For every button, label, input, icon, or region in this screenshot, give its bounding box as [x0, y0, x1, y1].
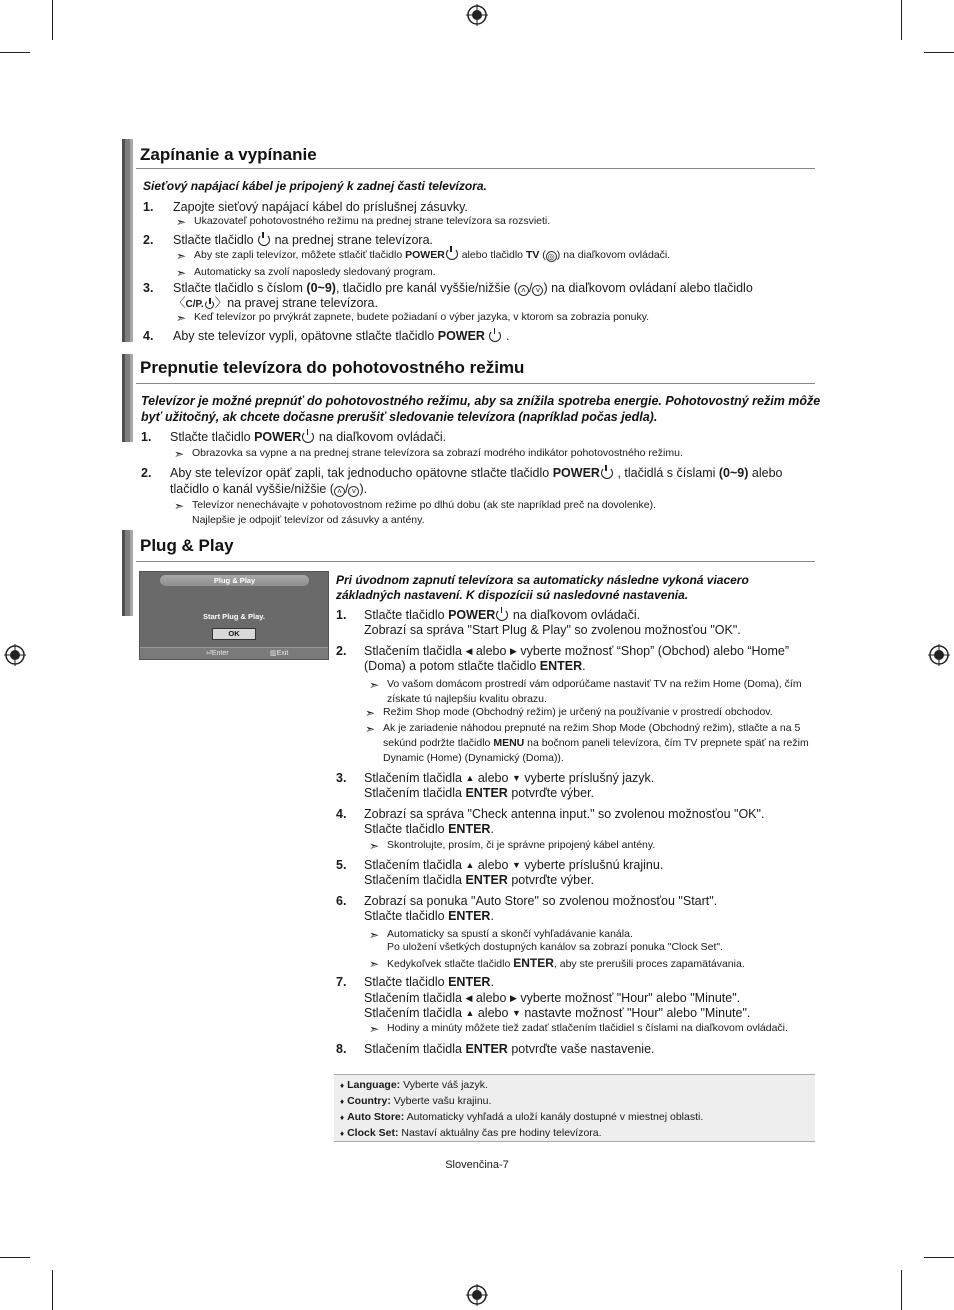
summary-text: Nastaví aktuálny čas pre hodiny televízora. — [401, 1127, 602, 1139]
crop-mark — [0, 52, 30, 53]
text: ENTER — [448, 909, 491, 923]
section-intro: byť užitočný, ak chcete dočasne prerušiť sledovanie televízora (napríklad počas jedla). — [141, 410, 658, 424]
crop-mark — [901, 1270, 902, 1310]
text: . — [505, 329, 510, 343]
text: na diaľkovom ovládači. — [318, 430, 447, 444]
note-text: Skontrolujte, prosím, či je správne pripojený kábel antény. — [387, 839, 656, 851]
text: C/P. — [185, 299, 204, 310]
text: Stlačením tlačidla — [364, 858, 462, 872]
step-number: 1. — [141, 430, 152, 444]
text: Stlačte tlačidlo — [170, 430, 251, 444]
step-number: 2. — [143, 233, 154, 247]
step-text: Zobrazí sa ponuka "Auto Store" so zvolenou možnosťou "Start". — [364, 894, 718, 908]
power-icon — [489, 330, 501, 342]
step-text — [364, 1006, 750, 1021]
arrow-down-icon: ▼ — [511, 773, 521, 783]
note-text: Obrazovka sa vypne a na prednej strane televízora sa zobrazí modrého indikátor pohotovostného režimu. — [192, 447, 683, 459]
note-text: Aby ste zapli televízor, môžete stlačiť tlačidlo POWER alebo tlačidlo TV ( ◎ ) na diaľkovom ovládači. — [194, 249, 671, 261]
step-number: 1. — [336, 608, 347, 622]
text: vyberte príslušný jazyk. — [524, 771, 655, 785]
step-text: Zapojte sieťový napájací kábel do príslušnej zásuvky. — [173, 200, 468, 214]
text: na diaľkovom ovládači. — [512, 608, 641, 622]
text: alebo tlačidlo — [461, 249, 524, 261]
text: ENTER — [513, 956, 554, 970]
note-arrow-icon: ➣ — [369, 839, 380, 853]
arrow-down-icon: ▼ — [511, 1008, 521, 1018]
text: vyberte príslušnú krajinu. — [524, 858, 664, 872]
text: Stlačením tlačidla — [364, 1042, 462, 1056]
text: (0~9) — [306, 281, 336, 295]
osd-enter-hint — [206, 649, 229, 659]
note-text: Vo vašom domácom prostredí vám odporúčame nastaviť TV na režim Home (Doma), čím — [387, 678, 802, 690]
note-arrow-icon: ➣ — [176, 266, 187, 280]
power-icon — [205, 300, 214, 309]
text: na diaľkovom ovládači. — [563, 249, 671, 261]
channel-up-icon: ˄ — [334, 486, 345, 497]
note-arrow-icon: ➣ — [365, 722, 376, 736]
summary-item — [340, 1094, 491, 1109]
step-text: Stlačte tlačidlo ENTER. — [364, 822, 494, 836]
text: potvrďte výber. — [511, 786, 595, 800]
arrow-down-icon: ▼ — [511, 860, 521, 870]
bullet-icon: ♦ — [340, 1113, 345, 1122]
text: Aby ste zapli televízor, môžete stlačiť tlačidlo — [194, 249, 403, 261]
text: ) na diaľkovom ovládaní alebo tlačidlo — [543, 281, 753, 295]
crop-mark — [52, 1270, 53, 1310]
text: Aby ste televízor opäť zapli, tak jednoducho opätovne stlačte tlačidlo — [170, 466, 550, 480]
text: tlačidlo o kanál vyššie/nižšie ( — [170, 482, 334, 496]
summary-item — [340, 1078, 488, 1093]
summary-label: Country: — [347, 1095, 391, 1107]
section-intro: Pri úvodnom zapnutí televízora sa automaticky následne vykoná viacero — [336, 573, 749, 587]
crop-mark — [901, 0, 902, 40]
text: Stlačte tlačidlo — [364, 822, 445, 836]
text: ENTER — [448, 822, 491, 836]
text: sekúnd podržte tlačidlo — [383, 737, 491, 749]
text: Stlačte tlačidlo — [173, 233, 254, 247]
summary-text: Vyberte vašu krajinu. — [393, 1095, 492, 1107]
step-number: 1. — [143, 200, 154, 214]
section-title: Plug & Play — [140, 536, 234, 555]
summary-label: Language: — [347, 1079, 401, 1091]
step-text — [364, 858, 663, 873]
text: potvrďte vaše nastavenie. — [511, 1042, 655, 1056]
section-rule — [136, 168, 815, 169]
text: POWER — [254, 430, 302, 444]
step-text — [173, 233, 433, 248]
step-number: 4. — [336, 807, 347, 821]
step-text: Stlačte tlačidlo s číslom (0~9), tlačidlo pre kanál vyššie/nižšie ( ˄ / ˅ ) na diaľkovom ovládaní alebo tlačidlo — [173, 281, 753, 295]
section-rule — [136, 383, 815, 384]
arrow-up-icon: ▲ — [465, 860, 475, 870]
summary-item — [340, 1110, 703, 1125]
text: , tlačidlá s číslami — [617, 466, 716, 480]
text: alebo — [477, 858, 509, 872]
step-text: Zobrazí sa správa "Start Plug & Play" so zvolenou možnosťou "OK". — [364, 623, 741, 637]
osd-title: Plug & Play — [160, 575, 309, 586]
bullet-icon: ♦ — [340, 1129, 345, 1138]
crop-mark — [924, 52, 954, 53]
arrow-left-icon: ◀ — [465, 993, 473, 1003]
text: alebo — [475, 644, 507, 658]
channel-up-icon: ˄ — [518, 285, 529, 296]
text: (0~9) — [718, 466, 749, 480]
note-text: Televízor nenechávajte v pohotovostnom režime po dlhú dobu (ak ste napríklad preč na dovolenke). — [192, 499, 657, 511]
text: ENTER — [448, 975, 491, 989]
text: POWER — [448, 608, 496, 622]
summary-label: Auto Store: — [347, 1111, 405, 1123]
registration-mark-icon — [4, 644, 26, 666]
note-text — [387, 956, 745, 972]
step-text — [364, 873, 594, 888]
text: nastavte možnosť "Hour" alebo "Minute". — [524, 1006, 751, 1020]
text: Aby ste televízor vypli, opätovne stlačte tlačidlo — [173, 329, 435, 343]
step-text: Zobrazí sa správa "Check antenna input." so zvolenou možnosťou "OK". — [364, 807, 765, 821]
note-text: Režim Shop mode (Obchodný režim) je určený na používanie v prostredí obchodov. — [383, 706, 773, 718]
note-arrow-icon: ➣ — [369, 1022, 380, 1036]
step-number: 6. — [336, 894, 347, 908]
section-title: Zapínanie a vypínanie — [140, 145, 317, 164]
step-number: 3. — [336, 771, 347, 785]
step-text — [364, 1042, 655, 1057]
note-text: Po uložení všetkých dostupných kanálov sa zobrazí ponuka "Clock Set". — [387, 941, 724, 953]
note-text: získate tú najlepšiu kvalitu obrazu. — [387, 693, 547, 705]
text: vyberte možnosť "Hour" alebo "Minute". — [520, 991, 741, 1005]
text: TV — [525, 249, 540, 261]
text: Stlačením tlačidla — [364, 786, 462, 800]
chevron-left-icon: 〈 — [173, 296, 186, 310]
step-number: 5. — [336, 858, 347, 872]
step-text — [364, 608, 640, 623]
note-arrow-icon: ➣ — [174, 499, 185, 513]
note-arrow-icon: ➣ — [369, 928, 380, 942]
chevron-right-icon: 〉 — [214, 296, 228, 310]
note-text — [383, 736, 809, 751]
bullet-icon: ♦ — [340, 1097, 345, 1106]
text: POWER — [405, 249, 445, 261]
arrow-left-icon: ◀ — [465, 646, 473, 656]
section-sidebar — [122, 139, 133, 342]
power-icon — [302, 431, 314, 443]
note-text: Dynamic (Home) (Dynamický (Doma)). — [383, 752, 564, 764]
osd-exit-hint — [270, 649, 288, 659]
registration-mark-icon — [466, 1284, 488, 1306]
arrow-right-icon: ▶ — [509, 993, 517, 1003]
section-sidebar — [122, 354, 133, 442]
tv-icon: ◎ — [546, 251, 557, 262]
text: potvrďte výber. — [511, 873, 595, 887]
text: (Doma) a potom stlačte tlačidlo — [364, 659, 537, 673]
step-text: (Doma) a potom stlačte tlačidlo ENTER. — [364, 659, 586, 673]
text: ENTER — [465, 1042, 508, 1056]
text: Stlačením tlačidla — [364, 644, 462, 658]
step-number: 4. — [143, 329, 154, 343]
step-text — [364, 771, 654, 786]
summary-item — [340, 1126, 602, 1141]
text: Kedykoľvek stlačte tlačidlo — [387, 958, 511, 970]
note-arrow-icon: ➣ — [369, 678, 380, 692]
osd-footer-bar — [140, 647, 328, 659]
text: Stlačte tlačidlo s číslom — [173, 281, 303, 295]
section-intro: Sieťový napájací kábel je pripojený k zadnej časti televízora. — [143, 179, 487, 193]
arrow-right-icon: ▶ — [509, 646, 517, 656]
note-text: Keď televízor po prvýkrát zapnete, budete požiadaní o výber jazyka, v ktorom sa zobrazia ponuky. — [194, 311, 650, 323]
channel-down-icon: ˅ — [348, 486, 359, 497]
text: ENTER — [539, 659, 583, 673]
text: MENU — [493, 737, 525, 749]
step-number: 3. — [143, 281, 154, 295]
note-arrow-icon: ➣ — [176, 249, 187, 263]
text: alebo — [477, 771, 509, 785]
section-rule — [136, 561, 815, 562]
text: Stlačte tlačidlo — [364, 975, 445, 989]
note-text: Automaticky sa spustí a skončí vyhľadávanie kanála. — [387, 928, 633, 940]
text: Stlačením tlačidla — [364, 771, 462, 785]
section-sidebar — [122, 530, 133, 616]
registration-mark-icon — [466, 4, 488, 26]
text: POWER — [552, 466, 600, 480]
step-number: 7. — [336, 975, 347, 989]
summary-text: Vyberte váš jazyk. — [403, 1079, 488, 1091]
step-text — [364, 644, 789, 659]
note-arrow-icon: ➣ — [176, 311, 187, 325]
text: , tlačidlo pre kanál vyššie/nižšie ( — [335, 281, 518, 295]
power-icon — [601, 467, 613, 479]
text: na pravej strane televízora. — [227, 296, 378, 310]
note-arrow-icon: ➣ — [369, 957, 380, 971]
step-number: 2. — [141, 466, 152, 480]
text: na bočnom paneli televízora, čím TV prepnete späť na režim — [527, 737, 809, 749]
arrow-up-icon: ▲ — [465, 773, 475, 783]
channel-down-icon: ˅ — [532, 285, 543, 296]
note-text: Ak je zariadenie náhodou prepnuté na režim Shop Mode (Obchodný režim), stlačte a na 5 — [383, 722, 801, 734]
power-icon — [446, 248, 458, 260]
text: Stlačením tlačidla — [364, 1006, 462, 1020]
crop-mark — [0, 1257, 30, 1258]
bullet-icon: ♦ — [340, 1081, 345, 1090]
summary-label: Clock Set: — [347, 1127, 399, 1139]
step-text — [364, 991, 740, 1006]
crop-mark — [924, 1257, 954, 1258]
text: Stlačením tlačidla — [364, 991, 462, 1005]
power-icon — [496, 609, 508, 621]
step-text: Stlačte tlačidlo ENTER. — [364, 909, 494, 923]
text: Stlačte tlačidlo — [364, 608, 445, 622]
note-arrow-icon: ➣ — [176, 215, 187, 229]
text: Stlačením tlačidla — [364, 873, 462, 887]
text: alebo — [751, 466, 783, 480]
plug-and-play-osd — [139, 571, 329, 660]
section-intro: základných nastavení. K dispozícii sú nasledovné nastavenia. — [336, 588, 689, 602]
text: vyberte možnosť “Shop” (Obchod) alebo “Home” — [520, 644, 790, 658]
arrow-up-icon: ▲ — [465, 1008, 475, 1018]
section-title: Prepnutie televízora do pohotovostného režimu — [140, 358, 525, 377]
note-arrow-icon: ➣ — [365, 706, 376, 720]
step-text — [364, 786, 594, 801]
summary-text: Automaticky vyhľadá a uloží kanály dostupné v miestnej oblasti. — [406, 1111, 704, 1123]
note-text: Automaticky sa zvolí naposledy sledovaný program. — [194, 266, 436, 278]
text: na prednej strane televízora. — [274, 233, 434, 247]
power-icon — [258, 234, 270, 246]
osd-message: Start Plug & Play. — [203, 612, 265, 621]
enter-icon: ⏎ — [206, 650, 212, 657]
step-number: 2. — [336, 644, 347, 658]
text: ENTER — [465, 873, 508, 887]
exit-icon: ▥ — [270, 650, 277, 657]
registration-mark-icon — [928, 644, 950, 666]
page-footer: Slovenčina-7 — [445, 1159, 509, 1171]
text: alebo — [477, 1006, 509, 1020]
step-text — [173, 329, 509, 344]
step-text: tlačidlo o kanál vyššie/nižšie ( ˄ / ˅ ). — [170, 482, 368, 496]
settings-summary-box — [334, 1074, 815, 1142]
text: ENTER — [465, 786, 508, 800]
text: ). — [359, 482, 368, 496]
note-arrow-icon: ➣ — [174, 447, 185, 461]
note-text: Ukazovateľ pohotovostného režimu na prednej strane televízora sa rozsvieti. — [194, 215, 551, 227]
step-text — [170, 466, 782, 481]
text: , aby ste prerušili proces zapamätávania. — [553, 958, 745, 970]
step-text — [170, 430, 446, 445]
note-text: Hodiny a minúty môžete tiež zadať stlačením tlačidiel s číslami na diaľkovom ovládači. — [387, 1022, 788, 1034]
step-number: 8. — [336, 1042, 347, 1056]
note-text: Najlepšie je odpojiť televízor od zásuvky a antény. — [192, 514, 425, 526]
text: Exit — [276, 650, 289, 657]
text: alebo — [475, 991, 507, 1005]
text: Stlačte tlačidlo — [364, 909, 445, 923]
text: POWER — [437, 329, 485, 343]
osd-ok-button[interactable]: OK — [212, 628, 256, 640]
crop-mark — [52, 0, 53, 40]
section-intro: Televízor je možné prepnúť do pohotovostného režimu, aby sa znížila spotreba energie. Pohotovostný režim môže — [141, 394, 821, 408]
text: Enter — [211, 650, 229, 657]
step-text: Stlačte tlačidlo ENTER. — [364, 975, 494, 989]
